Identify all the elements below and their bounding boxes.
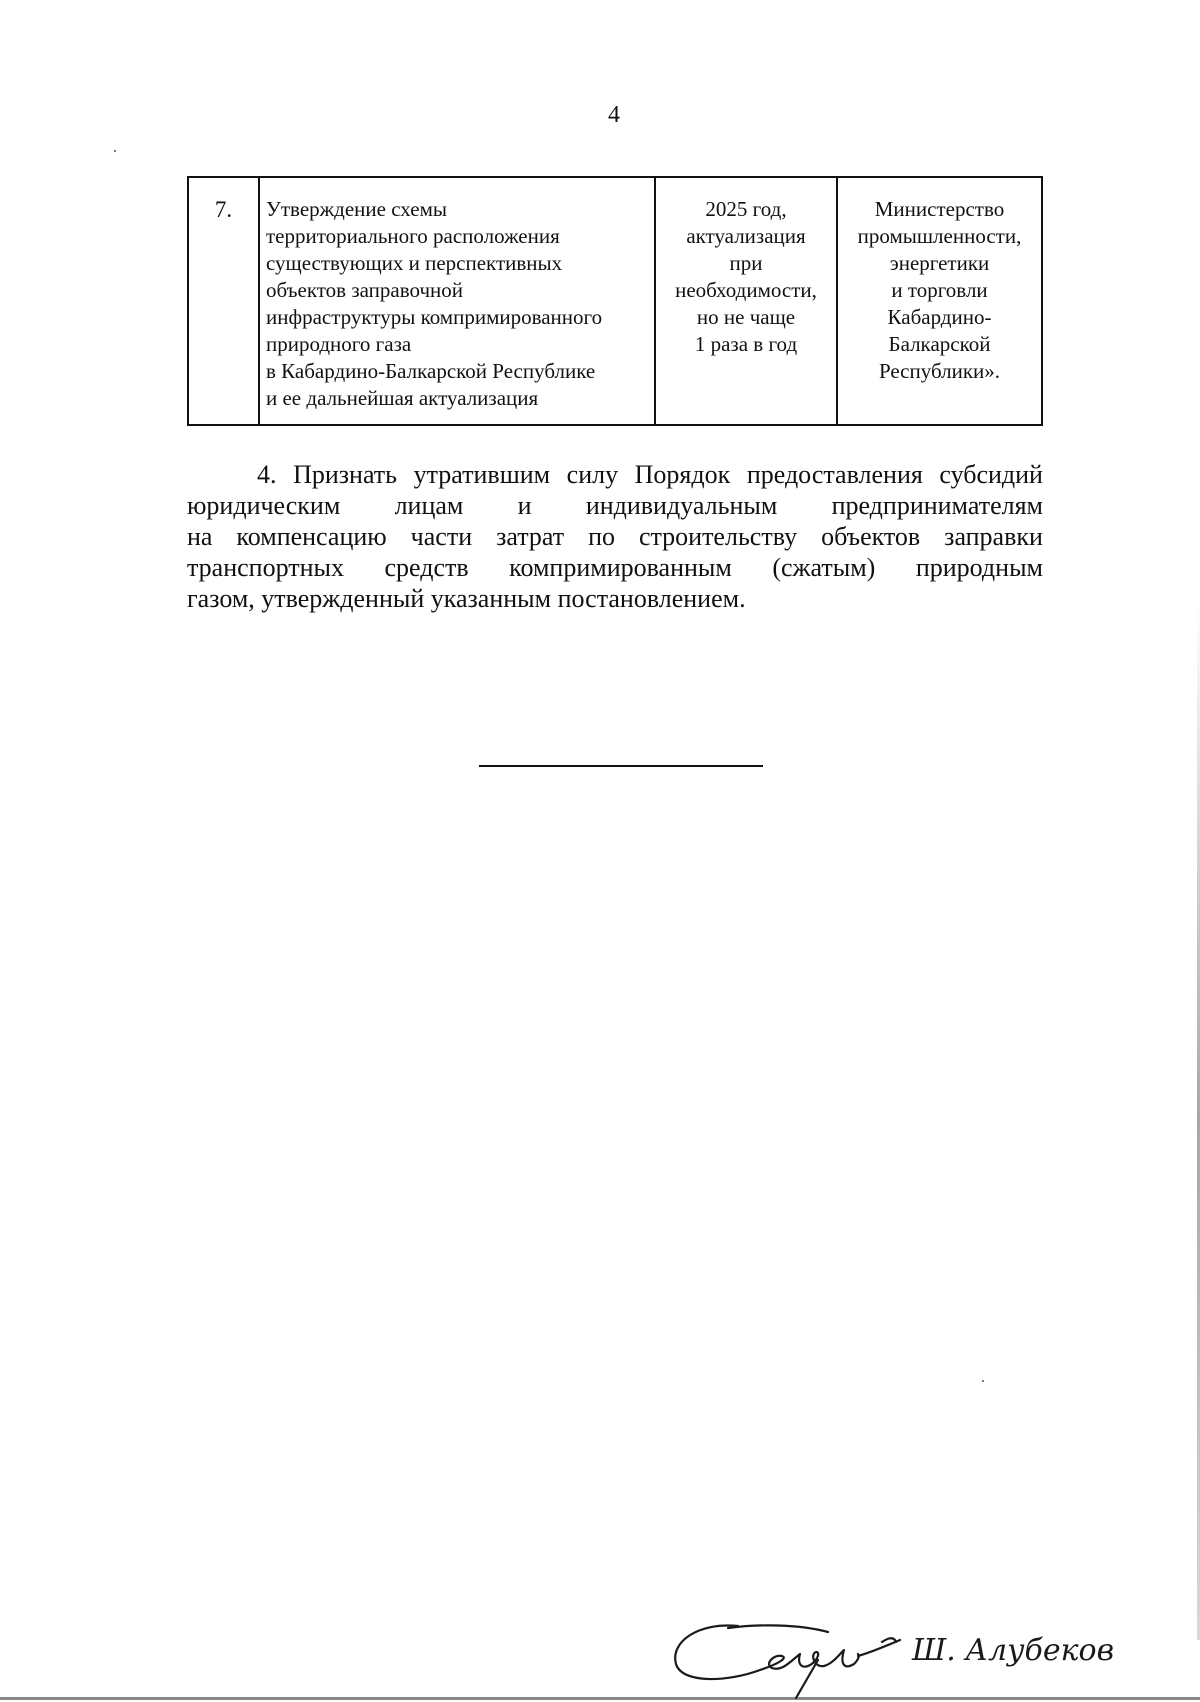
paragraph-word: на — [187, 522, 213, 551]
organization-line: промышленности, — [857, 224, 1022, 248]
description-line: существующих и перспективных — [266, 251, 563, 275]
description-line: территориального расположения — [266, 224, 560, 248]
paragraph-word: строительству — [638, 522, 798, 551]
paragraph-word: компримированным — [509, 553, 732, 582]
paragraph-word: Признать — [293, 460, 398, 489]
signature-name: Ш. Алубеков — [912, 1633, 1115, 1668]
paragraph-word: субсидий — [939, 460, 1043, 489]
term-line: необходимости, — [675, 278, 817, 302]
paragraph-word: лицам — [394, 491, 464, 520]
description-line: и ее дальнейшая актуализация — [266, 386, 539, 410]
term-line: при — [729, 251, 763, 275]
paragraph-word: по — [588, 522, 615, 551]
paragraph-word: Порядок — [634, 460, 731, 489]
responsible-organization-cell — [836, 178, 1041, 424]
description-cell — [258, 178, 654, 424]
term-line: актуализация — [686, 224, 806, 248]
page-number: 4 — [608, 102, 620, 128]
paragraph-line — [187, 552, 1043, 583]
paragraph-word: части — [410, 522, 473, 551]
paragraph-word: силу — [566, 460, 619, 489]
paragraph-word: объектов — [821, 522, 921, 551]
organization-line: Кабардино- — [887, 305, 992, 329]
row-number: 7. — [214, 197, 233, 222]
term-line: 2025 год, — [705, 197, 787, 221]
clause-paragraph — [187, 459, 1043, 614]
row-number-cell — [189, 178, 258, 424]
organization-line: Балкарской — [888, 332, 991, 356]
paragraph-word: компенсацию — [236, 522, 387, 551]
organization-line: и торговли — [891, 278, 988, 302]
paragraph-line — [187, 521, 1043, 552]
description-line: инфраструктуры компримированного — [266, 305, 603, 329]
paragraph-word: затрат — [496, 522, 565, 551]
paragraph-line — [187, 490, 1043, 521]
measures-table — [187, 176, 1043, 426]
paragraph-word: средств — [384, 553, 469, 582]
paragraph-word: заправки — [944, 522, 1043, 551]
paragraph-line — [187, 583, 1043, 614]
scan-speck — [982, 1380, 984, 1382]
paragraph-word: утратившим — [413, 460, 551, 489]
paragraph-word: 4. — [257, 460, 277, 489]
paragraph-word: предоставления — [746, 460, 923, 489]
paragraph-word: (сжатым) — [772, 553, 876, 582]
paragraph-word: юридическим — [187, 491, 341, 520]
description-line: природного газа — [266, 332, 412, 356]
paragraph-word: индивидуальным — [585, 491, 778, 520]
paragraph-line — [187, 459, 1043, 490]
term-line: 1 раза в год — [694, 332, 798, 356]
paragraph-word: природным — [915, 553, 1043, 582]
description-line: объектов заправочной — [266, 278, 463, 302]
organization-line: Министерство — [874, 197, 1005, 221]
organization-line: энергетики — [889, 251, 990, 275]
paragraph-word: предпринимателям — [831, 491, 1043, 520]
paragraph-text: газом, утвержденный указанным постановлением. — [187, 584, 746, 613]
separator-line — [479, 765, 763, 767]
paragraph-word: транспортных — [187, 553, 344, 582]
description-line: Утверждение схемы — [266, 197, 447, 221]
handwritten-signature — [668, 1612, 1128, 1702]
scan-speck — [114, 150, 116, 152]
paragraph-word: и — [517, 491, 532, 520]
description-line: в Кабардино-Балкарской Республике — [266, 359, 596, 383]
term-line: но не чаще — [696, 305, 796, 329]
organization-line: Республики». — [878, 359, 1001, 383]
term-cell — [654, 178, 836, 424]
